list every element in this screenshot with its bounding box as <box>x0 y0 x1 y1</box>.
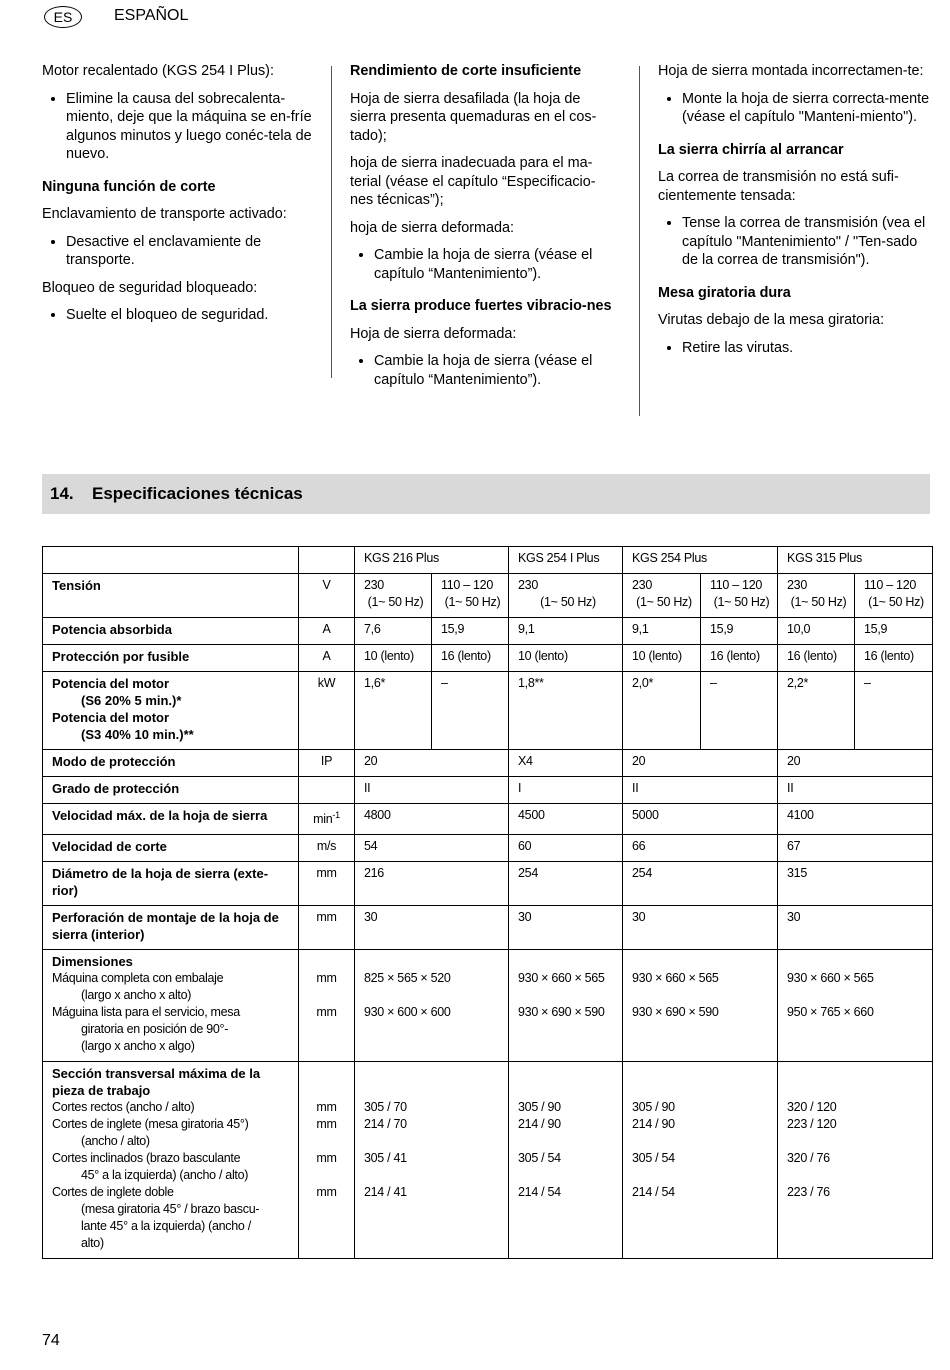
row-label: Grado de protección <box>43 777 299 804</box>
bullet-list <box>350 246 615 283</box>
cell: 930 × 660 × 565 930 × 690 × 590 <box>623 950 778 1062</box>
row-label: Modo de protección <box>43 750 299 777</box>
cell: X4 <box>509 750 623 777</box>
cell: 2,2* <box>778 672 855 750</box>
troubleshooting-column-1 <box>42 62 312 334</box>
row-label: Tensión <box>43 574 299 618</box>
list-item: • Cambie la hoja de sierra (véase el capítulo “Mantenimiento”). <box>374 246 615 283</box>
row-unit: mm mm mm mm <box>299 1062 355 1259</box>
subheading: Ninguna función de corte <box>42 178 216 195</box>
cell: 54 <box>355 835 509 862</box>
list-item: • Suelte el bloqueo de seguridad. <box>66 306 312 325</box>
cell: 216 <box>355 862 509 906</box>
troubleshooting-column-2 <box>350 62 615 398</box>
table-header-row <box>43 547 933 574</box>
table-row <box>43 862 933 906</box>
model-header: KGS 254 Plus <box>623 547 778 574</box>
paragraph: Hoja de sierra montada incorrectamen-te: <box>658 63 924 79</box>
cell: 30 <box>623 906 778 950</box>
cell: – <box>855 672 933 750</box>
cell: 16 (lento) <box>778 645 855 672</box>
cell: – <box>432 672 509 750</box>
subheading: La sierra produce fuertes vibracio-nes <box>350 298 612 314</box>
table-row <box>43 950 933 1062</box>
cell: 60 <box>509 835 623 862</box>
bullet-list <box>658 214 930 270</box>
cell: 230 (1~ 50 Hz) <box>778 574 855 618</box>
cell: 16 (lento) <box>855 645 933 672</box>
cell: – <box>701 672 778 750</box>
cell: 66 <box>623 835 778 862</box>
cell: 10 (lento) <box>355 645 432 672</box>
paragraph: Virutas debajo de la mesa giratoria: <box>658 312 885 328</box>
subheading: Mesa giratoria dura <box>658 284 791 301</box>
cell: 1,8** <box>509 672 623 750</box>
table-row <box>43 835 933 862</box>
paragraph: hoja de sierra inadecuada para el ma-terial (véase el capítulo “Especificacio-nes técnicas”); <box>350 155 596 208</box>
section-title: Especificaciones técnicas <box>92 484 303 503</box>
cell: II <box>355 777 509 804</box>
model-header: KGS 216 Plus <box>355 547 509 574</box>
cell: 16 (lento) <box>432 645 509 672</box>
list-item: • Tense la correa de transmisión (vea el capítulo "Mantenimiento" / "Ten-sado de la correa de transmisión"). <box>682 214 930 270</box>
row-unit <box>299 777 355 804</box>
cell: 10,0 <box>778 618 855 645</box>
cell: 305 / 90 214 / 90 305 / 54 214 / 54 <box>623 1062 778 1259</box>
bullet-list <box>42 233 312 270</box>
section-number: 14. <box>50 484 74 503</box>
list-item: • Monte la hoja de sierra correcta-mente (véase el capítulo "Manteni-miento"). <box>682 90 930 127</box>
cell: 30 <box>355 906 509 950</box>
cell: 930 × 660 × 565 930 × 690 × 590 <box>509 950 623 1062</box>
cell: 9,1 <box>509 618 623 645</box>
bullet-list <box>42 306 312 325</box>
cell: 67 <box>778 835 933 862</box>
cell: 110 – 120 (1~ 50 Hz) <box>432 574 509 618</box>
cell: 1,6* <box>355 672 432 750</box>
cell: I <box>509 777 623 804</box>
cell: 930 × 660 × 565 950 × 765 × 660 <box>778 950 933 1062</box>
table-row <box>43 906 933 950</box>
paragraph: Bloqueo de seguridad bloqueado: <box>42 279 258 296</box>
language-name: ESPAÑOL <box>114 7 189 24</box>
specifications-table <box>42 546 933 1259</box>
cell: 4500 <box>509 804 623 835</box>
row-label: Dimensiones Máquina completa con embalaje (largo x ancho x alto) Máguina lista para el servicio, mesa giratoria en posición de 90°- (largo x ancho x algo) <box>43 950 299 1062</box>
row-label: Potencia del motor (S6 20% 5 min.)* Potencia del motor (S3 40% 10 min.)** <box>43 672 299 750</box>
paragraph: La correa de transmisión no está sufi-cientemente tensada: <box>658 169 899 204</box>
table-row <box>43 804 933 835</box>
cell: 15,9 <box>855 618 933 645</box>
row-label: Diámetro de la hoja de sierra (exte-rior) <box>43 862 299 906</box>
section-heading-bar <box>42 474 930 514</box>
cell: 5000 <box>623 804 778 835</box>
cell: 110 – 120 (1~ 50 Hz) <box>701 574 778 618</box>
cell: 20 <box>623 750 778 777</box>
cell: 254 <box>623 862 778 906</box>
bullet-list <box>658 339 930 358</box>
bullet-list <box>658 90 930 127</box>
table-row <box>43 1062 933 1259</box>
cell: 4800 <box>355 804 509 835</box>
table-row <box>43 645 933 672</box>
row-unit: IP <box>299 750 355 777</box>
cell: 9,1 <box>623 618 701 645</box>
paragraph: hoja de sierra deformada: <box>350 219 514 236</box>
model-header: KGS 315 Plus <box>778 547 933 574</box>
bullet-list <box>42 90 312 164</box>
list-item: • Retire las virutas. <box>682 339 930 358</box>
language-badge: ES <box>44 6 82 28</box>
column-divider <box>639 66 640 416</box>
cell: II <box>623 777 778 804</box>
row-unit: A <box>299 645 355 672</box>
list-item: • Cambie la hoja de sierra (véase el capítulo “Mantenimiento”). <box>374 352 615 389</box>
cell: 15,9 <box>701 618 778 645</box>
cell: 20 <box>355 750 509 777</box>
cell: 230 (1~ 50 Hz) <box>509 574 623 618</box>
paragraph: Enclavamiento de transporte activado: <box>42 206 287 222</box>
cell: 320 / 120 223 / 120 320 / 76 223 / 76 <box>778 1062 933 1259</box>
cell: 20 <box>778 750 933 777</box>
row-label: Sección transversal máxima de la pieza de trabajo Cortes rectos (ancho / alto) Cortes de inglete (mesa giratoria 45°) (ancho / alto) Cortes inclinados (brazo basculante 45° a la izquierda) (ancho / alto) Cortes de inglete doble (mesa giratoria 45° / brazo bascu- lante 45° a la izquierda) (ancho / alto) <box>43 1062 299 1259</box>
row-label: Potencia absorbida <box>43 618 299 645</box>
row-label: Protección por fusible <box>43 645 299 672</box>
row-label: Perforación de montaje de la hoja de sierra (interior) <box>43 906 299 950</box>
table-row <box>43 672 933 750</box>
table-row <box>43 618 933 645</box>
cell: 30 <box>509 906 623 950</box>
model-header: KGS 254 I Plus <box>509 547 623 574</box>
table-row <box>43 750 933 777</box>
table-row <box>43 574 933 618</box>
cell: 2,0* <box>623 672 701 750</box>
row-label: Velocidad máx. de la hoja de sierra <box>43 804 299 835</box>
paragraph: Hoja de sierra desafilada (la hoja de sierra presenta quemaduras en el cos-tado); <box>350 90 597 144</box>
row-unit: mm <box>299 862 355 906</box>
cell: 305 / 70 214 / 70 305 / 41 214 / 41 <box>355 1062 509 1259</box>
cell: 10 (lento) <box>623 645 701 672</box>
row-unit: V <box>299 574 355 618</box>
subheading: La sierra chirría al arrancar <box>658 141 844 158</box>
cell: II <box>778 777 933 804</box>
table-row <box>43 777 933 804</box>
row-unit: $\min^{-1}$ <box>299 804 355 835</box>
cell: 305 / 90 214 / 90 305 / 54 214 / 54 <box>509 1062 623 1259</box>
list-item: • Elimine la causa del sobrecalenta-miento, deje que la máquina se en-fríe algunos minutos y luego conéc-tela de nuevo. <box>66 90 312 164</box>
cell: 110 – 120 (1~ 50 Hz) <box>855 574 933 618</box>
row-unit: kW <box>299 672 355 750</box>
cell: 10 (lento) <box>509 645 623 672</box>
paragraph: Hoja de sierra deformada: <box>350 325 517 342</box>
cell: 254 <box>509 862 623 906</box>
row-unit: A <box>299 618 355 645</box>
cell: 4100 <box>778 804 933 835</box>
row-unit: m/s <box>299 835 355 862</box>
cell: 825 × 565 × 520 930 × 600 × 600 <box>355 950 509 1062</box>
column-divider <box>331 66 332 378</box>
bullet-list <box>350 352 615 389</box>
list-item: • Desactive el enclavamiente de transporte. <box>66 233 312 270</box>
cell: 315 <box>778 862 933 906</box>
cell: 15,9 <box>432 618 509 645</box>
row-unit: mm <box>299 906 355 950</box>
paragraph: Motor recalentado (KGS 254 I Plus): <box>42 63 274 79</box>
cell: 30 <box>778 906 933 950</box>
cell: 230 (1~ 50 Hz) <box>623 574 701 618</box>
page-number: 74 <box>42 1332 60 1349</box>
cell: 16 (lento) <box>701 645 778 672</box>
row-label: Velocidad de corte <box>43 835 299 862</box>
subheading: Rendimiento de corte insuficiente <box>350 63 582 79</box>
row-unit: mm mm <box>299 950 355 1062</box>
troubleshooting-column-3 <box>658 62 930 366</box>
cell: 230 (1~ 50 Hz) <box>355 574 432 618</box>
cell: 7,6 <box>355 618 432 645</box>
